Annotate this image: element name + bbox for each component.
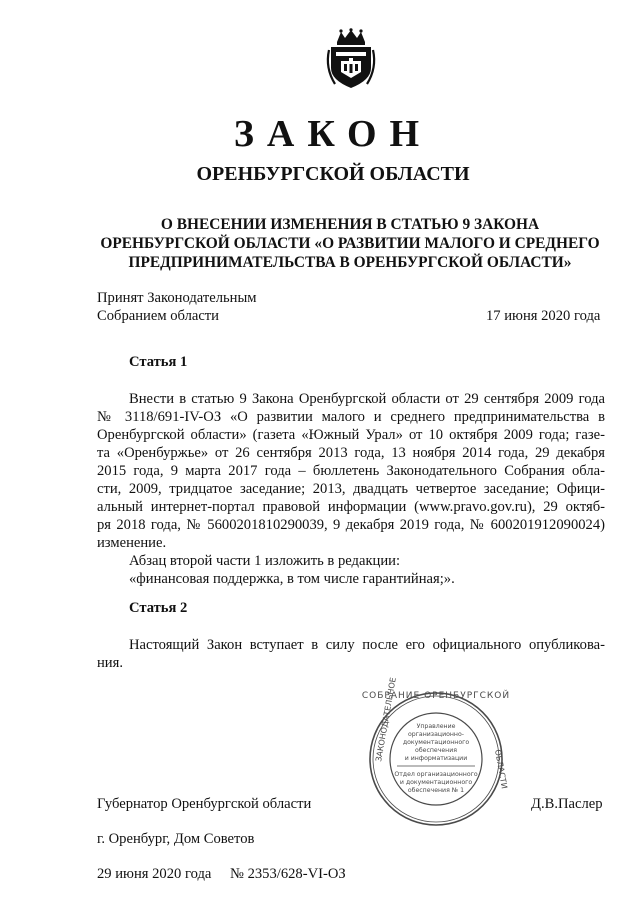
svg-text:и документационного: и документационного bbox=[399, 779, 473, 786]
official-stamp bbox=[361, 676, 511, 828]
article-2-heading: Статья 2 bbox=[129, 600, 188, 616]
footer-place: г. Оренбург, Дом Советов bbox=[97, 831, 255, 847]
footer-date: 29 июня 2020 года bbox=[97, 866, 212, 882]
svg-text:организационно-: организационно- bbox=[407, 731, 465, 738]
article-1-line: изменение. bbox=[97, 535, 167, 551]
svg-text:СОБРАНИЕ ОРЕНБУРГСКОЙ: СОБРАНИЕ ОРЕНБУРГСКОЙ bbox=[361, 691, 511, 701]
subject-line: ПРЕДПРИНИМАТЕЛЬСТВА В ОРЕНБУРГСКОЙ ОБЛАСТИ» bbox=[128, 254, 572, 271]
document-region: ОРЕНБУРГСКОЙ ОБЛАСТИ bbox=[196, 163, 470, 185]
article-2-body bbox=[97, 636, 605, 672]
article-1-body bbox=[97, 390, 605, 588]
article-1-line: ря 2018 года, № 5600201810290039, 9 декабря 2019 года, № 600201912090024) bbox=[97, 517, 605, 533]
article-1-line: сти, 2009, тридцатое заседание; 2013, двадцать четвертое заседание; Офици- bbox=[97, 481, 605, 497]
article-1-quote: «финансовая поддержка, в том числе гарантийная;». bbox=[129, 571, 455, 587]
svg-text:документационного: документационного bbox=[402, 739, 470, 746]
adoption-line-1: Принят Законодательным bbox=[97, 290, 257, 306]
document-title: ЗАКОН bbox=[233, 113, 433, 155]
article-1-line: Внести в статью 9 Закона Оренбургской области от 29 сентября 2009 года bbox=[129, 391, 605, 407]
article-1-line: та «Оренбуржье» от 26 сентября 2013 года, 13 ноября 2014 года, 29 декабря bbox=[97, 445, 605, 461]
article-1-heading: Статья 1 bbox=[129, 354, 188, 370]
article-2-line: Настоящий Закон вступает в силу после его официального опубликова- bbox=[129, 637, 605, 653]
svg-text:обеспечения № 1: обеспечения № 1 bbox=[407, 787, 465, 794]
adoption-line-2: Собранием области bbox=[97, 308, 219, 324]
svg-text:Отдел организационного: Отдел организационного bbox=[394, 771, 478, 778]
article-1-line: альный интернет-портал правовой информации (www.pravo.gov.ru), 29 октяб- bbox=[97, 499, 605, 515]
article-1-line: 2015 года, 9 марта 2017 года – бюллетень Законодательного Собрания обла- bbox=[97, 463, 605, 479]
article-1-paragraph: Абзац второй части 1 изложить в редакции: bbox=[129, 553, 401, 569]
svg-text:ЗАКОНОДАТЕЛЬНОЕ: ЗАКОНОДАТЕЛЬНОЕ bbox=[374, 676, 398, 763]
article-1-line: № 3118/691-IV-ОЗ «О развитии малого и среднего предпринимательства в bbox=[97, 409, 605, 425]
signature-title: Губернатор Оренбургской области bbox=[97, 796, 312, 812]
adoption-date: 17 июня 2020 года bbox=[486, 308, 601, 324]
article-1-line: Оренбургской области» (газета «Южный Урал» от 10 октября 2009 года; газе- bbox=[97, 427, 605, 443]
svg-text:Управление: Управление bbox=[416, 723, 456, 730]
svg-text:обеспечения: обеспечения bbox=[415, 747, 457, 754]
svg-text:и информатизации: и информатизации bbox=[404, 755, 468, 762]
svg-text:ОБЛАСТИ: ОБЛАСТИ bbox=[493, 748, 509, 790]
subject-line: О ВНЕСЕНИИ ИЗМЕНЕНИЯ В СТАТЬЮ 9 ЗАКОНА bbox=[160, 216, 540, 233]
signature-name: Д.В.Паслер bbox=[531, 796, 603, 812]
subject-line: ОРЕНБУРГСКОЙ ОБЛАСТИ «О РАЗВИТИИ МАЛОГО И СРЕДНЕГО bbox=[100, 235, 600, 252]
article-2-line: ния. bbox=[97, 655, 123, 671]
document-subject bbox=[80, 215, 620, 272]
footer-number: № 2353/628-VI-ОЗ bbox=[230, 866, 346, 882]
coat-of-arms-icon bbox=[325, 28, 377, 90]
